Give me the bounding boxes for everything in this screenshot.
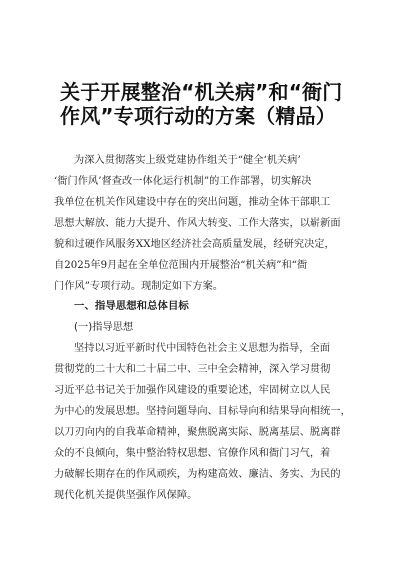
guiding-line-4: 为中心的发展思想。坚持问题导向、目标导向和结果导向相统一，: [54, 406, 351, 417]
guiding-line-7: 力破解长期存在的作风顽疾，为构建高效、廉洁、务实、为民的: [54, 469, 341, 480]
subsection-heading: (一)指导思想: [74, 322, 134, 333]
intro-line-3: 我单位在机关作风建设中存在的突出问题，推动全体干部职工: [54, 197, 331, 208]
intro-line-4: 思想大解放、能力大提升、作风大转变、工作大落实，以崭新面: [54, 218, 341, 229]
guiding-line-5: 以刀刃向内的自我革命精神，聚焦脱离实际、脱离基层、脱离群: [54, 427, 341, 438]
section-heading: 一、指导思想和总体目标: [74, 300, 189, 312]
guiding-line-1: 坚持以习近平新时代中国特色社会主义思想为指导，全面: [74, 343, 330, 354]
title-line-2: 作风”专项行动的方案（精品）: [60, 104, 336, 128]
guiding-line-6: 众的不良倾向，集中整治特权思想、官僚作风和衙门习气，着: [54, 448, 331, 459]
intro-line-7: 门作风”专项行动。现制定如下方案。: [54, 281, 224, 292]
intro-paragraph: [54, 150, 356, 297]
guiding-line-8: 现代化机关提供坚强作风保障。: [54, 490, 198, 501]
section-1: [54, 296, 356, 506]
title-line-1: 关于开展整治“机关病”和“衙门: [60, 80, 343, 104]
intro-line-2: ‘衙门作风’督查改一体化运行机制”的工作部署，切实解决: [54, 176, 312, 187]
intro-line-6: 自2025年9月起在全单位范围内开展整治“机关病”和“衙: [54, 260, 308, 271]
document-title: [60, 80, 360, 128]
intro-line-5: 貌和过硬作风服务XX地区经济社会高质量发展，经研究决定，: [54, 239, 335, 250]
guiding-line-3: 习近平总书记关于加强作风建设的重要论述，牢固树立以人民: [54, 385, 331, 396]
guiding-line-2: 贯彻党的二十大和二十届二中、三中全会精神，深入学习贯彻: [54, 364, 331, 375]
intro-line-1: 为深入贯彻落实上级党建协作组关于“健全‘机关病’: [74, 155, 301, 166]
